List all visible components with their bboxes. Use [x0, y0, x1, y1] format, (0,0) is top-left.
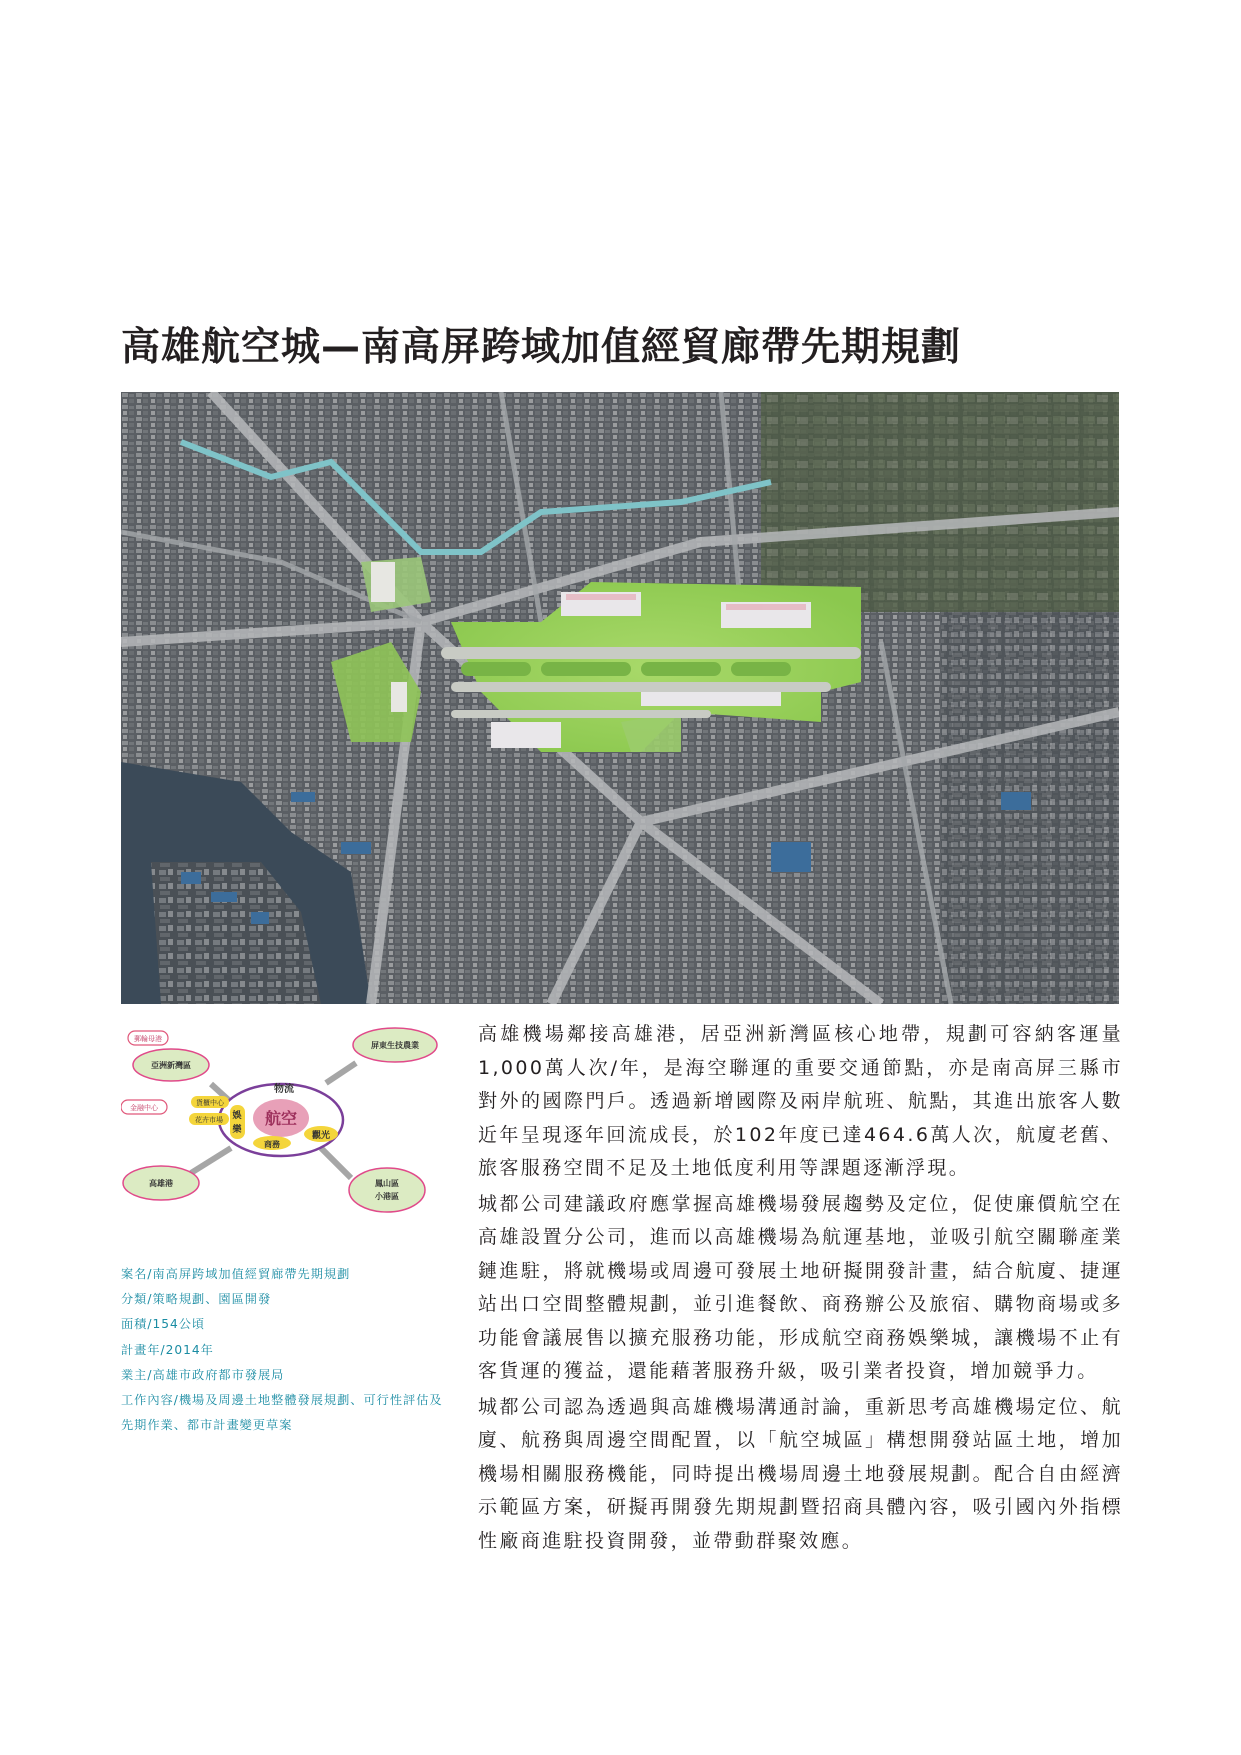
node-fengshan-xiaogang [349, 1168, 425, 1212]
page-title: 高雄航空城—南高屏跨域加值經貿廊帶先期規劃 [121, 325, 962, 370]
tag-finance-center-label: 金融中心 [130, 1104, 158, 1112]
meta-plan-year: 計畫年/2014年 [121, 1342, 214, 1357]
node-pingtung-biotech-label: 屏東生技農業 [371, 1041, 419, 1050]
aerial-masterplan-image [121, 392, 1119, 1004]
concept-diagram [121, 1018, 451, 1238]
ring-label-business: 商務 [264, 1140, 280, 1149]
center-label: 航空 [264, 1109, 298, 1128]
meta-client: 業主/高雄市政府都市發展局 [121, 1367, 285, 1382]
node-fengshan-label: 鳳山區 [375, 1179, 399, 1188]
meta-case-name: 案名/南高屏跨域加值經貿廊帶先期規劃 [121, 1267, 351, 1281]
body-text [478, 1018, 1123, 1560]
body-paragraph-3: 城都公司認為透過與高雄機場溝通討論，重新思考高雄機場定位、航廈、航務與周邊空間配置，以「航空城區」構想開發站區土地，增加機場相關服務機能，同時提出機場周邊土地發展規劃。配合自由經濟示範區方案，研擬再開發先期規劃暨招商具體內容，吸引國內外指標性廠商進駐投資開發，並帶動群聚效應。 [478, 1395, 1123, 1552]
arrow-top-right [326, 1063, 356, 1083]
concept-diagram-svg [121, 1018, 451, 1238]
meta-category: 分類/策略規劃、園區開發 [121, 1292, 272, 1307]
aerial-photo-illustration [121, 392, 1119, 1004]
arrow-bottom-right [321, 1148, 351, 1178]
chip-container-center-label: 貨櫃中心 [196, 1099, 224, 1107]
body-paragraph-1: 高雄機場鄰接高雄港，居亞洲新灣區核心地帶，規劃可容納客運量1,000萬人次/年，是海空聯運的重要交通節點，亦是南高屏三縣市對外的國際門戶。透過新增國際及兩岸航班、航點，其進出旅客人數近年呈現逐年回流成長，於102年度已達464.6萬人次，航廈老舊、旅客服務空間不足及土地低度利用等課題逐漸浮現。 [478, 1023, 1123, 1179]
chip-flower-market-label: 花卉市場 [195, 1116, 223, 1124]
ring-label-entertain-1: 娛 [232, 1111, 242, 1121]
arrow-bottom-left [191, 1148, 231, 1173]
node-xiaogang-label: 小港區 [375, 1192, 399, 1201]
node-asia-new-bay-label: 亞洲新灣區 [151, 1061, 191, 1070]
ring-label-tourism: 觀光 [311, 1131, 331, 1141]
tag-cruise-port-label: 郵輪母港 [134, 1035, 162, 1043]
project-info [121, 1262, 451, 1438]
ring-label-entertain-2: 樂 [232, 1125, 242, 1135]
meta-scope: 工作內容/機場及周邊土地整體發展規劃、可行性評估及先期作業、都市計畫變更草案 [121, 1393, 443, 1433]
node-kaohsiung-port-label: 高雄港 [149, 1179, 173, 1188]
meta-area: 面積/154公頃 [121, 1317, 206, 1332]
ring-label-logistics: 物流 [274, 1084, 294, 1095]
body-paragraph-2: 城都公司建議政府應掌握高雄機場發展趨勢及定位，促使廉價航空在高雄設置分公司，進而以高雄機場為航運基地，並吸引航空關聯產業鏈進駐，將就機場或周邊可發展土地研擬開發計畫，結合航廈、捷運站出口空間整體規劃，並引進餐飲、商務辦公及旅宿、購物商場或多功能會議展售以擴充服務功能，形成航空商務娛樂城，讓機場不止有客貨運的獲益，還能藉著服務升級，吸引業者投資，增加競爭力。 [478, 1192, 1123, 1382]
